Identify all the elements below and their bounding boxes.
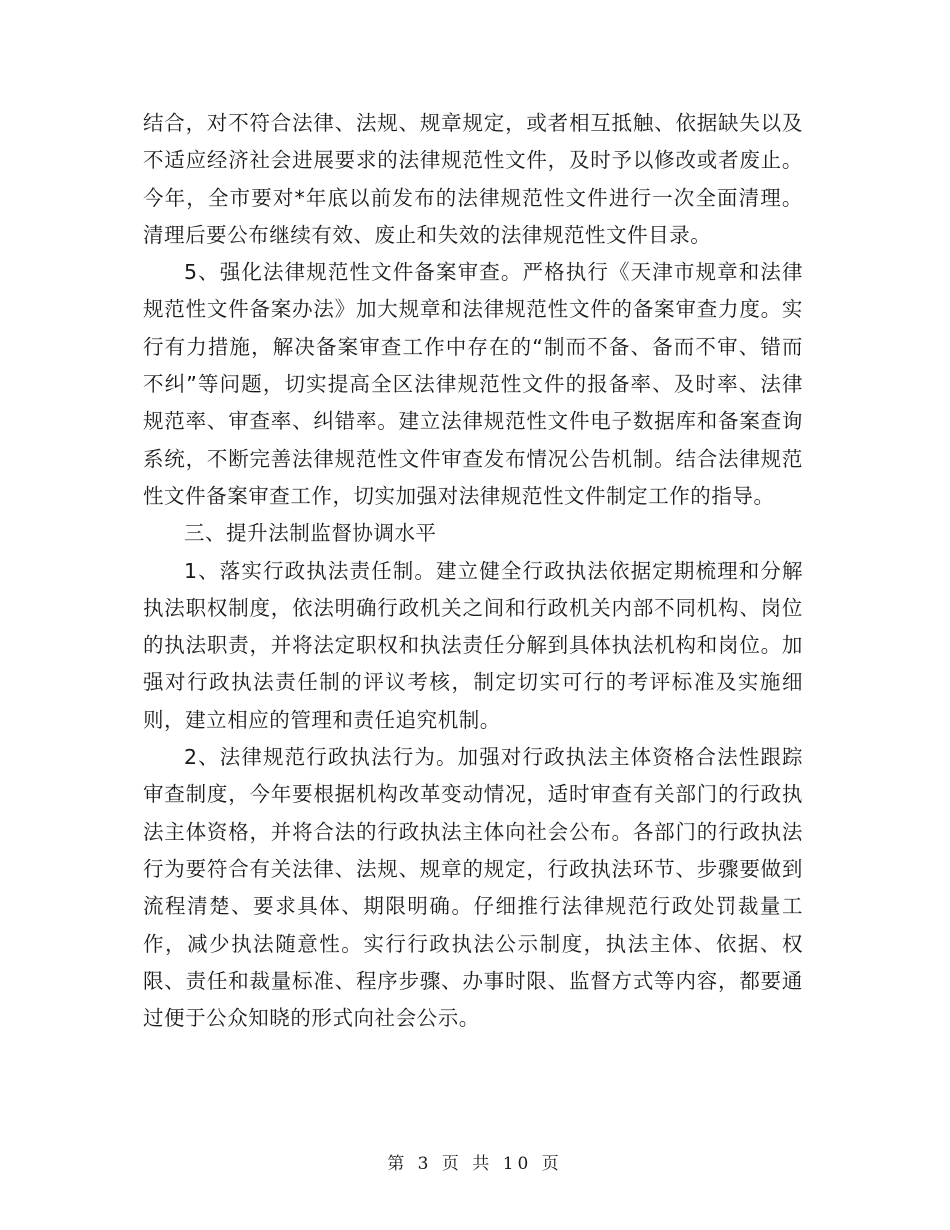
paragraph-continuation: 结合，对不符合法律、法规、规章规定，或者相互抵触、依据缺失以及不适应经济社会进展要求的法律规范性文件，及时予以修改或者废止。今年，全市要对*年底以前发布的法律规范性文件进行一次全面清理。清理后要公布继续有效、废止和失效的法律规范性文件目录。 [143,111,803,247]
paragraph-enforcement-conduct: 2、法律规范行政执法行为。加强对行政执法主体资格合法性跟踪审查制度，今年要根据机构改革变动情况，适时审查有关部门的行政执法主体资格，并将合法的行政执法主体向社会公布。各部门的行政执法行为要符合有关法律、法规、规章的规定，行政执法环节、步骤要做到流程清楚、要求具体、期限明确。仔细推行法律规范行政处罚裁量工作，减少执法随意性。实行行政执法公示制度，执法主体、依据、权限、责任和裁量标准、程序步骤、办事时限、监督方式等内容，都要通过便于公众知晓的形式向社会公示。 [143,745,803,1031]
page-number-label: 第 3 页 共 10 页 [387,1154,563,1174]
document-body [143,105,803,1037]
page-footer [0,1154,950,1174]
section-heading: 三、提升法制监督协调水平 [184,521,437,546]
paragraph-enforcement-responsibility: 1、落实行政执法责任制。建立健全行政执法依据定期梳理和分解执法职权制度，依法明确行政机关之间和行政机关内部不同机构、岗位的执法职责，并将法定职权和执法责任分解到具体执法机构和岗位。加强对行政执法责任制的评议考核，制定切实可行的考评标准及实施细则，建立相应的管理和责任追究机制。 [143,558,803,732]
paragraph-filing-review: 5、强化法律规范性文件备案审查。严格执行《天津市规章和法律规范性文件备案办法》加大规章和法律规范性文件的备案审查力度。实行有力措施，解决备案审查工作中存在的“制而不备、备而不审、错而不纠”等问题，切实提高全区法律规范性文件的报备率、及时率、法律规范率、审查率、纠错率。建立法律规范性文件电子数据库和备案查询系统，不断完善法律规范性文件审查发布情况公告机制。结合法律规范性文件备案审查工作，切实加强对法律规范性文件制定工作的指导。 [143,260,803,508]
